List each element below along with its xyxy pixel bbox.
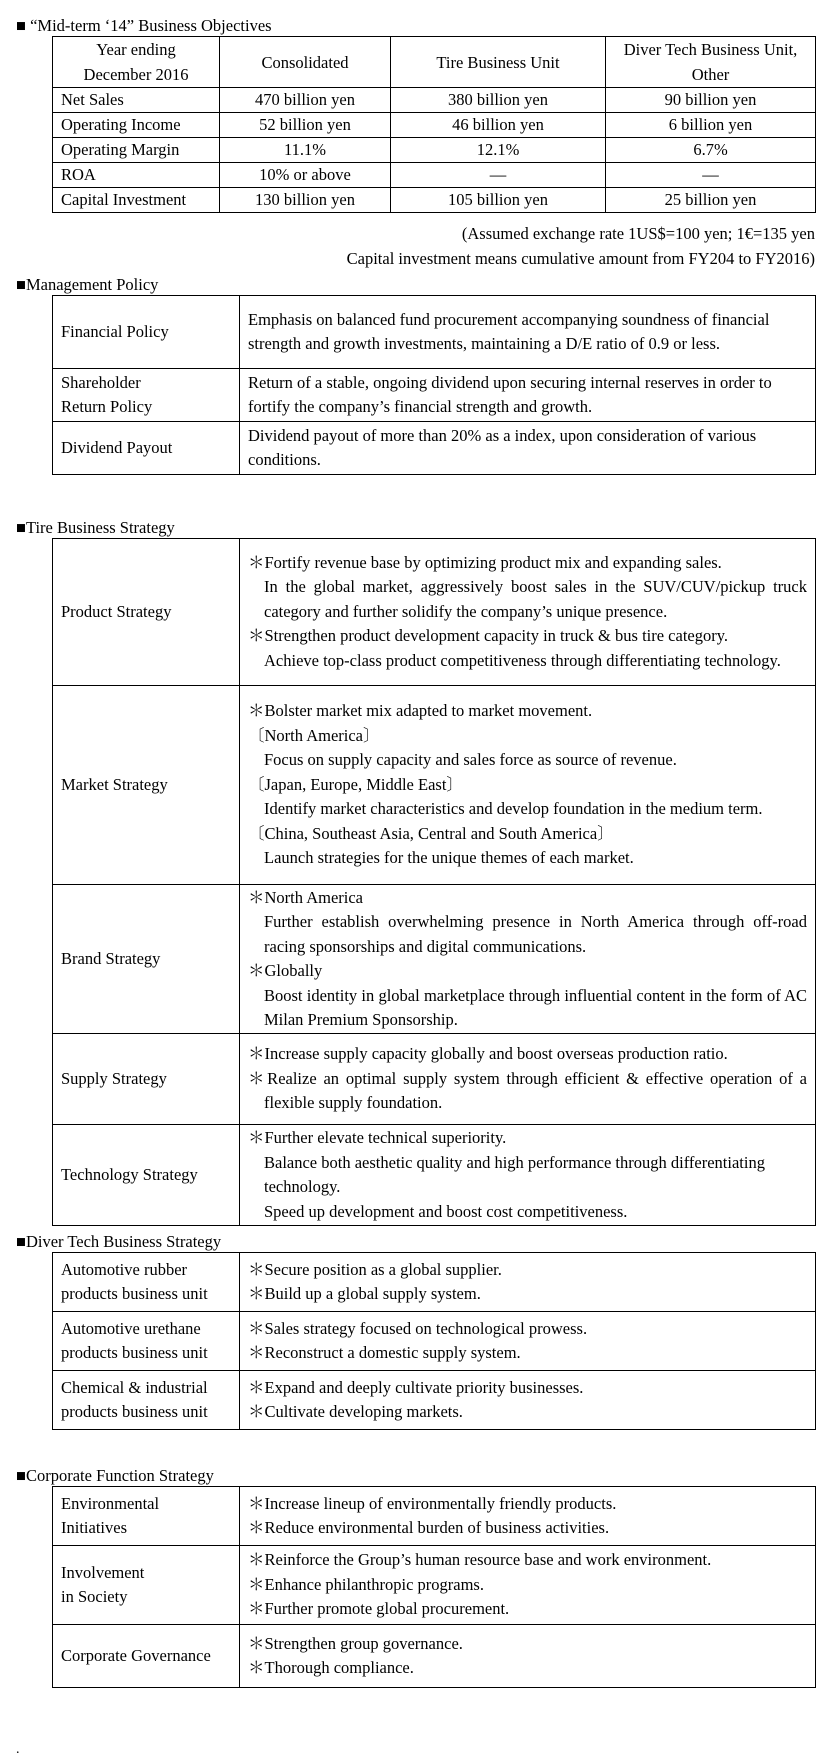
cell-value: 46 billion yen bbox=[391, 113, 606, 138]
cell-value: 52 billion yen bbox=[220, 113, 391, 138]
row-label: Product Strategy bbox=[53, 539, 240, 686]
bullet: ＊Cultivate developing markets. bbox=[248, 1402, 463, 1421]
row-label: Brand Strategy bbox=[53, 885, 240, 1034]
label-line: products business unit bbox=[61, 1284, 208, 1303]
bullet: ＊Further promote global procurement. bbox=[248, 1599, 510, 1619]
notes bbox=[347, 221, 815, 271]
row-text bbox=[240, 1034, 816, 1125]
label-line: Shareholder bbox=[61, 372, 141, 392]
row-label: Operating Margin bbox=[53, 138, 220, 163]
row-label: Dividend Payout bbox=[53, 422, 240, 475]
bullet: ＊Increase lineup of environmentally friendly products. bbox=[248, 1493, 617, 1513]
cell-value: 6.7% bbox=[606, 138, 816, 163]
table-row bbox=[53, 1125, 816, 1226]
cell-value: 11.1% bbox=[220, 138, 391, 163]
header-year: Year ending December 2016 bbox=[53, 37, 220, 88]
table-row bbox=[53, 369, 816, 422]
label-line: Environmental bbox=[61, 1493, 160, 1513]
table-row bbox=[53, 163, 816, 188]
row-text bbox=[240, 1371, 816, 1430]
row-text bbox=[240, 1487, 816, 1546]
bullet: ＊Strengthen product development capacity in truck & bus tire category. bbox=[248, 626, 729, 646]
cell-value: 25 billion yen bbox=[606, 188, 816, 213]
label-line: Involvement bbox=[61, 1562, 145, 1582]
table-row bbox=[53, 885, 816, 1034]
cell-value: 380 billion yen bbox=[391, 88, 606, 113]
management-title: ■Management Policy bbox=[16, 275, 159, 294]
bullet-continuation: Balance both aesthetic quality and high performance through differentiating technology. bbox=[264, 1152, 765, 1196]
divertech-table bbox=[52, 1252, 816, 1430]
label-line: Automotive rubber bbox=[61, 1259, 188, 1279]
bullet: ＊Secure position as a global supplier. bbox=[248, 1259, 502, 1279]
row-text: Dividend payout of more than 20% as a index, upon consideration of various conditions. bbox=[240, 422, 816, 475]
corporate-title: ■Corporate Function Strategy bbox=[16, 1466, 214, 1485]
bullet: ＊Thorough compliance. bbox=[248, 1658, 414, 1677]
bullet: ＊Globally bbox=[248, 961, 323, 980]
header-divertech: Diver Tech Business Unit, Other bbox=[606, 37, 816, 88]
label-line: Initiatives bbox=[61, 1518, 127, 1537]
table-row bbox=[53, 1371, 816, 1430]
row-text: Emphasis on balanced fund procurement accompanying soundness of financial strength and growth investments, maintaining a D/E ratio of 0.9 or less. bbox=[240, 296, 816, 369]
bullet-continuation: Achieve top-class product competitiveness through differentiating technology. bbox=[264, 650, 781, 670]
objectives-table bbox=[52, 36, 816, 213]
cell-value: 90 billion yen bbox=[606, 88, 816, 113]
divertech-title: ■Diver Tech Business Strategy bbox=[16, 1232, 222, 1251]
table-header-row bbox=[53, 37, 816, 88]
table-row bbox=[53, 188, 816, 213]
table-row bbox=[53, 1487, 816, 1546]
bullet: ＊Build up a global supply system. bbox=[248, 1284, 481, 1303]
bullet: ＊Enhance philanthropic programs. bbox=[248, 1574, 484, 1594]
row-text bbox=[240, 1312, 816, 1371]
row-text bbox=[240, 885, 816, 1034]
row-label: Net Sales bbox=[53, 88, 220, 113]
row-text bbox=[240, 686, 816, 885]
row-label bbox=[53, 1546, 240, 1625]
cell-value: 130 billion yen bbox=[220, 188, 391, 213]
bullet-continuation: Further establish overwhelming presence in North America through off-road racing sponsorships and digital communications. bbox=[264, 912, 807, 956]
table-row bbox=[53, 422, 816, 475]
bullet: ＊Realize an optimal supply system through efficient & effective operation of a flexible supply foundation. bbox=[248, 1068, 807, 1113]
label-line: Chemical & industrial bbox=[61, 1377, 208, 1397]
header-tire: Tire Business Unit bbox=[391, 37, 606, 88]
bullet: ＊Reinforce the Group’s human resource base and work environment. bbox=[248, 1550, 712, 1570]
row-label: ROA bbox=[53, 163, 220, 188]
table-row bbox=[53, 1546, 816, 1625]
cell-value: 6 billion yen bbox=[606, 113, 816, 138]
table-row bbox=[53, 1253, 816, 1312]
footer-mark: . bbox=[16, 1742, 20, 1757]
region-heading: 〔Japan, Europe, Middle East〕 bbox=[248, 774, 463, 794]
row-label: Technology Strategy bbox=[53, 1125, 240, 1226]
label-line: products business unit bbox=[61, 1402, 208, 1421]
bullet: ＊North America bbox=[248, 887, 364, 907]
row-label: Corporate Governance bbox=[53, 1625, 240, 1688]
table-row bbox=[53, 539, 816, 686]
bullet: ＊Strengthen group governance. bbox=[248, 1633, 463, 1653]
corporate-table bbox=[52, 1486, 816, 1688]
region-text: Identify market characteristics and develop foundation in the medium term. bbox=[264, 799, 763, 819]
header-consolidated: Consolidated bbox=[220, 37, 391, 88]
cell-value: 12.1% bbox=[391, 138, 606, 163]
table-row bbox=[53, 1034, 816, 1125]
row-label: Operating Income bbox=[53, 113, 220, 138]
cell-value: — bbox=[391, 163, 606, 188]
table-row bbox=[53, 1312, 816, 1371]
bullet: ＊Reconstruct a domestic supply system. bbox=[248, 1343, 521, 1362]
objectives-title: ■ “Mid-term ‘14” Business Objectives bbox=[16, 16, 272, 35]
bullet: ＊Fortify revenue base by optimizing product mix and expanding sales. bbox=[248, 552, 722, 572]
row-label: Financial Policy bbox=[53, 296, 240, 369]
table-row bbox=[53, 1625, 816, 1688]
table-row bbox=[53, 138, 816, 163]
table-row bbox=[53, 88, 816, 113]
row-text: Return of a stable, ongoing dividend upon securing internal reserves in order to fortify the company’s financial strength and growth. bbox=[240, 369, 816, 422]
table-row bbox=[53, 113, 816, 138]
bullet-continuation: Boost identity in global marketplace through influential content in the form of AC Milan Premium Sponsorship. bbox=[264, 985, 807, 1029]
row-text bbox=[240, 1125, 816, 1226]
row-text bbox=[240, 1253, 816, 1312]
bullet: ＊Expand and deeply cultivate priority businesses. bbox=[248, 1377, 584, 1397]
row-label bbox=[53, 1371, 240, 1430]
row-label bbox=[53, 1253, 240, 1312]
bullet: ＊Bolster market mix adapted to market movement. bbox=[248, 701, 593, 721]
exchange-rate-note: (Assumed exchange rate 1US$=100 yen; 1€=135 yen bbox=[461, 224, 815, 243]
region-text: Focus on supply capacity and sales force as source of revenue. bbox=[264, 750, 677, 770]
region-heading: 〔North America〕 bbox=[248, 725, 380, 745]
cell-value: 105 billion yen bbox=[391, 188, 606, 213]
row-label: Capital Investment bbox=[53, 188, 220, 213]
bullet-continuation: Speed up development and boost cost competitiveness. bbox=[264, 1201, 628, 1221]
cell-value: 470 billion yen bbox=[220, 88, 391, 113]
cell-value: 10% or above bbox=[220, 163, 391, 188]
table-row bbox=[53, 686, 816, 885]
bullet: ＊Reduce environmental burden of business activities. bbox=[248, 1518, 610, 1537]
tire-table bbox=[52, 538, 816, 1226]
region-text: Launch strategies for the unique themes of each market. bbox=[264, 848, 634, 868]
row-label: Supply Strategy bbox=[53, 1034, 240, 1125]
label-line: Automotive urethane bbox=[61, 1318, 201, 1338]
row-text bbox=[240, 539, 816, 686]
row-text bbox=[240, 1625, 816, 1688]
bullet-continuation: In the global market, aggressively boost sales in the SUV/CUV/pickup truck category and further solidify the company’s unique presence. bbox=[264, 577, 807, 621]
row-label: Market Strategy bbox=[53, 686, 240, 885]
bullet: ＊Further elevate technical superiority. bbox=[248, 1128, 507, 1147]
label-line: products business unit bbox=[61, 1343, 208, 1362]
region-heading: 〔China, Southeast Asia, Central and South America〕 bbox=[248, 823, 614, 843]
capital-investment-note: Capital investment means cumulative amount from FY204 to FY2016) bbox=[346, 249, 815, 268]
row-label bbox=[53, 369, 240, 422]
label-line: in Society bbox=[61, 1587, 128, 1606]
label-line: Return Policy bbox=[61, 397, 153, 416]
tire-title: ■Tire Business Strategy bbox=[16, 518, 175, 537]
bullet: ＊Increase supply capacity globally and boost overseas production ratio. bbox=[248, 1044, 728, 1064]
row-text bbox=[240, 1546, 816, 1625]
row-label bbox=[53, 1487, 240, 1546]
management-table bbox=[52, 295, 816, 475]
table-row bbox=[53, 296, 816, 369]
bullet: ＊Sales strategy focused on technological prowess. bbox=[248, 1318, 588, 1338]
cell-value: — bbox=[606, 163, 816, 188]
row-label bbox=[53, 1312, 240, 1371]
